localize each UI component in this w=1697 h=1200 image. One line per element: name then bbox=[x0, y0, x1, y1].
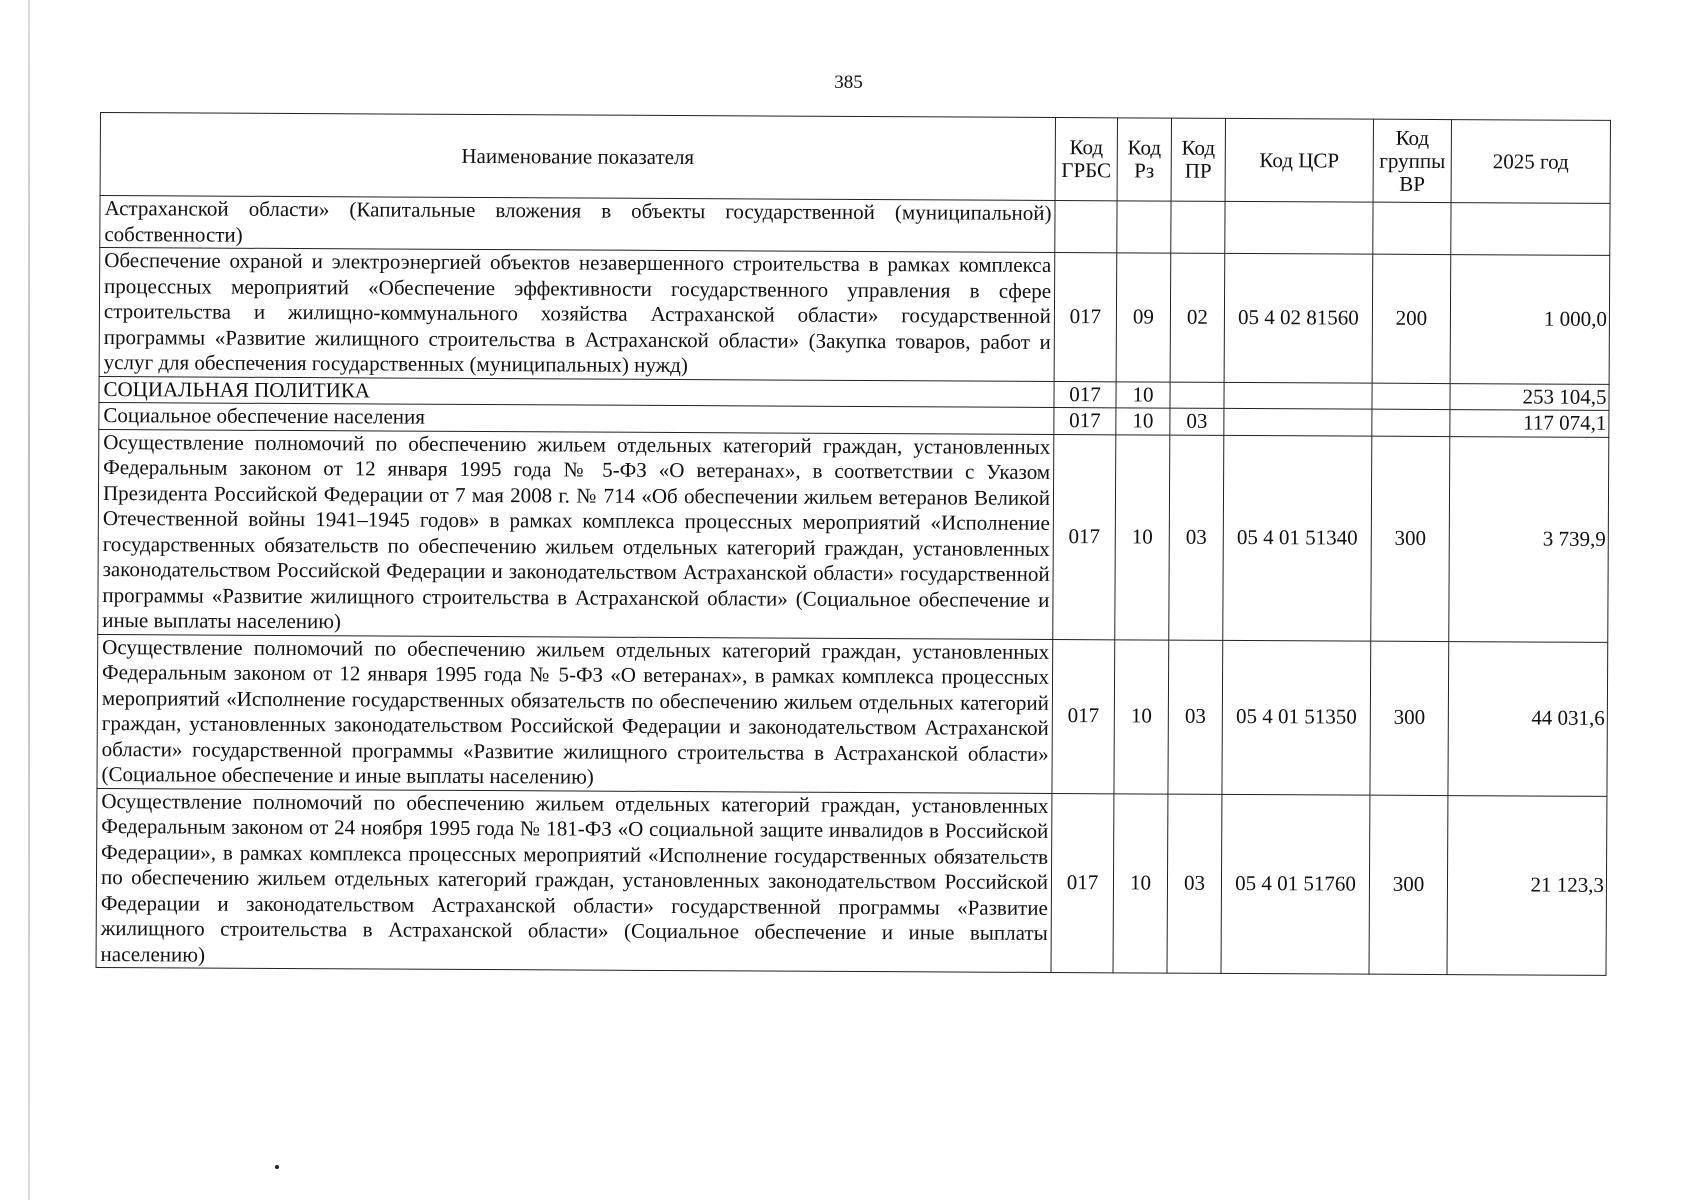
header-grbs: Код ГРБС bbox=[1055, 118, 1117, 201]
row-rz: 10 bbox=[1115, 434, 1170, 639]
row-name: Социальное обеспечение населения bbox=[99, 402, 1054, 434]
row-vr bbox=[1372, 383, 1450, 410]
row-rz: 10 bbox=[1113, 793, 1168, 973]
row-pr: 03 bbox=[1168, 640, 1223, 794]
row-rz: 10 bbox=[1116, 408, 1170, 435]
table-row bbox=[99, 248, 1610, 384]
row-vr: 300 bbox=[1371, 436, 1450, 641]
row-grbs: 017 bbox=[1054, 253, 1117, 382]
row-vr: 300 bbox=[1369, 795, 1448, 975]
row-amount: 253 104,5 bbox=[1450, 383, 1609, 410]
row-csr bbox=[1224, 408, 1372, 435]
table-header-row bbox=[100, 113, 1610, 204]
row-pr bbox=[1170, 382, 1224, 409]
row-name: Астраханской области» (Капитальные вложения в объекты государственной (муниципальной) собственности) bbox=[100, 196, 1055, 253]
header-name: Наименование показателя bbox=[100, 113, 1055, 201]
header-year: 2025 год bbox=[1451, 120, 1610, 204]
row-amount: 3 739,9 bbox=[1449, 436, 1609, 642]
row-name: Осуществление полномочий по обеспечению жильем отдельных категорий граждан, установленных Федеральным законом от 12 января 1995 года № 5-ФЗ «О ветеранах», в рамках комплекса процессных мероприятий «Исполнение государственных обязательств по обеспечению жильем отдельных категорий граждан, установленных законодательством Российской Федерации и законодательством Астраханской области» государственной программы «Развитие жилищного строительства в Астраханской области» (Социальное обеспечение и иные выплаты населению) bbox=[97, 634, 1053, 793]
row-amount: 21 123,3 bbox=[1447, 795, 1607, 975]
table-row bbox=[100, 196, 1610, 256]
row-amount: 44 031,6 bbox=[1448, 641, 1608, 796]
row-amount: 1 000,0 bbox=[1450, 255, 1610, 384]
row-rz: 10 bbox=[1116, 381, 1170, 408]
header-pr: Код ПР bbox=[1171, 118, 1225, 201]
row-csr bbox=[1225, 201, 1373, 254]
row-vr bbox=[1373, 202, 1451, 254]
header-vr: Код группы ВР bbox=[1373, 119, 1451, 202]
row-grbs: 017 bbox=[1054, 407, 1116, 434]
page-number: 385 bbox=[834, 72, 863, 93]
header-rz: Код Рз bbox=[1117, 118, 1171, 201]
row-rz: 10 bbox=[1114, 639, 1169, 793]
row-name: Обеспечение охраной и электроэнергией объектов незавершенного строительства в рамках комплекса процессных мероприятий «Обеспечение эффективности государственного управления в сфере строительства и жилищно-коммунального хозяйства Астраханской области» государственной программы «Развитие жилищного строительства в Астраханской области» (Закупка товаров, работ и услуг для обеспечения государственных (муниципальных) нужд) bbox=[99, 248, 1055, 381]
row-pr: 03 bbox=[1170, 408, 1224, 435]
row-pr bbox=[1171, 201, 1225, 253]
table-row bbox=[97, 634, 1608, 796]
header-csr: Код ЦСР bbox=[1225, 118, 1373, 202]
row-grbs: 017 bbox=[1052, 639, 1115, 793]
table-row bbox=[96, 788, 1607, 975]
row-grbs: 017 bbox=[1051, 793, 1114, 973]
row-amount bbox=[1451, 203, 1610, 256]
row-name: СОЦИАЛЬНАЯ ПОЛИТИКА bbox=[99, 376, 1054, 408]
row-vr bbox=[1372, 409, 1450, 436]
row-csr: 05 4 01 51760 bbox=[1221, 794, 1370, 974]
row-grbs: 017 bbox=[1054, 381, 1116, 408]
row-csr bbox=[1224, 382, 1372, 409]
row-rz: 09 bbox=[1116, 253, 1171, 382]
stray-dot-mark bbox=[275, 1165, 279, 1169]
row-pr: 03 bbox=[1167, 794, 1222, 974]
row-pr: 02 bbox=[1170, 253, 1225, 382]
row-csr: 05 4 01 51350 bbox=[1222, 640, 1371, 795]
row-name: Осуществление полномочий по обеспечению жильем отдельных категорий граждан, установленных Федеральным законом от 24 ноября 1995 года № 181-ФЗ «О социальной защите инвалидов в Российской Федерации», в рамках комплекса процессных мероприятий «Исполнение государственных обязательств по обеспечению жильем отдельных категорий граждан, установленных законодательством Российской Федерации и законодательством Астраханской области» государственной программы «Развитие жилищного строительства в Астраханской области» (Социальное обеспечение и иные выплаты населению) bbox=[96, 788, 1052, 972]
scan-left-edge bbox=[28, 0, 30, 1200]
row-rz bbox=[1117, 201, 1171, 253]
row-grbs bbox=[1055, 201, 1117, 253]
row-name: Осуществление полномочий по обеспечению жильем отдельных категорий граждан, установленных Федеральным законом от 12 января 1995 года № 5-ФЗ «О ветеранах», в соответствии с Указом Президента Российской Федерации от 7 мая 2008 г. № 714 «Об обеспечении жильем ветеранов Великой Отечественной войны 1941–1945 годов» в рамках комплекса процессных мероприятий «Исполнение государственных обязательств по обеспечению жильем отдельных категорий граждан, установленных законодательством Российской Федерации и законодательством Астраханской области» государственной программы «Развитие жилищного строительства в Астраханской области» (Социальное обеспечение и иные выплаты населению) bbox=[98, 429, 1054, 639]
row-csr: 05 4 01 51340 bbox=[1223, 435, 1372, 641]
row-vr: 200 bbox=[1372, 254, 1451, 383]
row-csr: 05 4 02 81560 bbox=[1224, 253, 1373, 382]
row-vr: 300 bbox=[1370, 641, 1449, 795]
budget-table bbox=[96, 112, 1611, 976]
table-row bbox=[98, 429, 1609, 642]
row-grbs: 017 bbox=[1053, 434, 1116, 639]
row-pr: 03 bbox=[1169, 435, 1224, 640]
row-amount: 117 074,1 bbox=[1450, 410, 1609, 437]
